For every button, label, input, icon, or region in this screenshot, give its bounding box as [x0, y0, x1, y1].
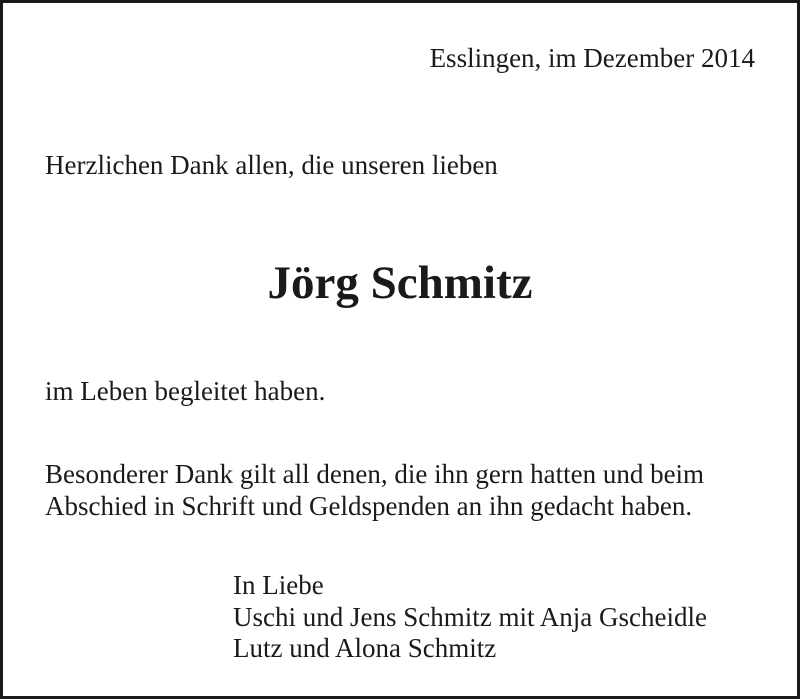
intro-text: Herzlichen Dank allen, die unseren lieben [45, 150, 498, 180]
signature-greeting: In Liebe [233, 570, 324, 600]
signature-names: Lutz und Alona Schmitz [233, 633, 497, 663]
thanks-line: Besonderer Dank gilt all denen, die ihn gern hatten und beim [45, 459, 705, 489]
deceased-name: Jörg Schmitz [267, 257, 533, 309]
thanks-line: Abschied in Schrift und Geldspenden an ihn gedacht haben. [45, 491, 693, 521]
place-date: Esslingen, im Dezember 2014 [429, 43, 755, 73]
continuation-text: im Leben begleitet haben. [45, 376, 326, 406]
signature-names: Uschi und Jens Schmitz mit Anja Gscheidle [233, 602, 707, 632]
